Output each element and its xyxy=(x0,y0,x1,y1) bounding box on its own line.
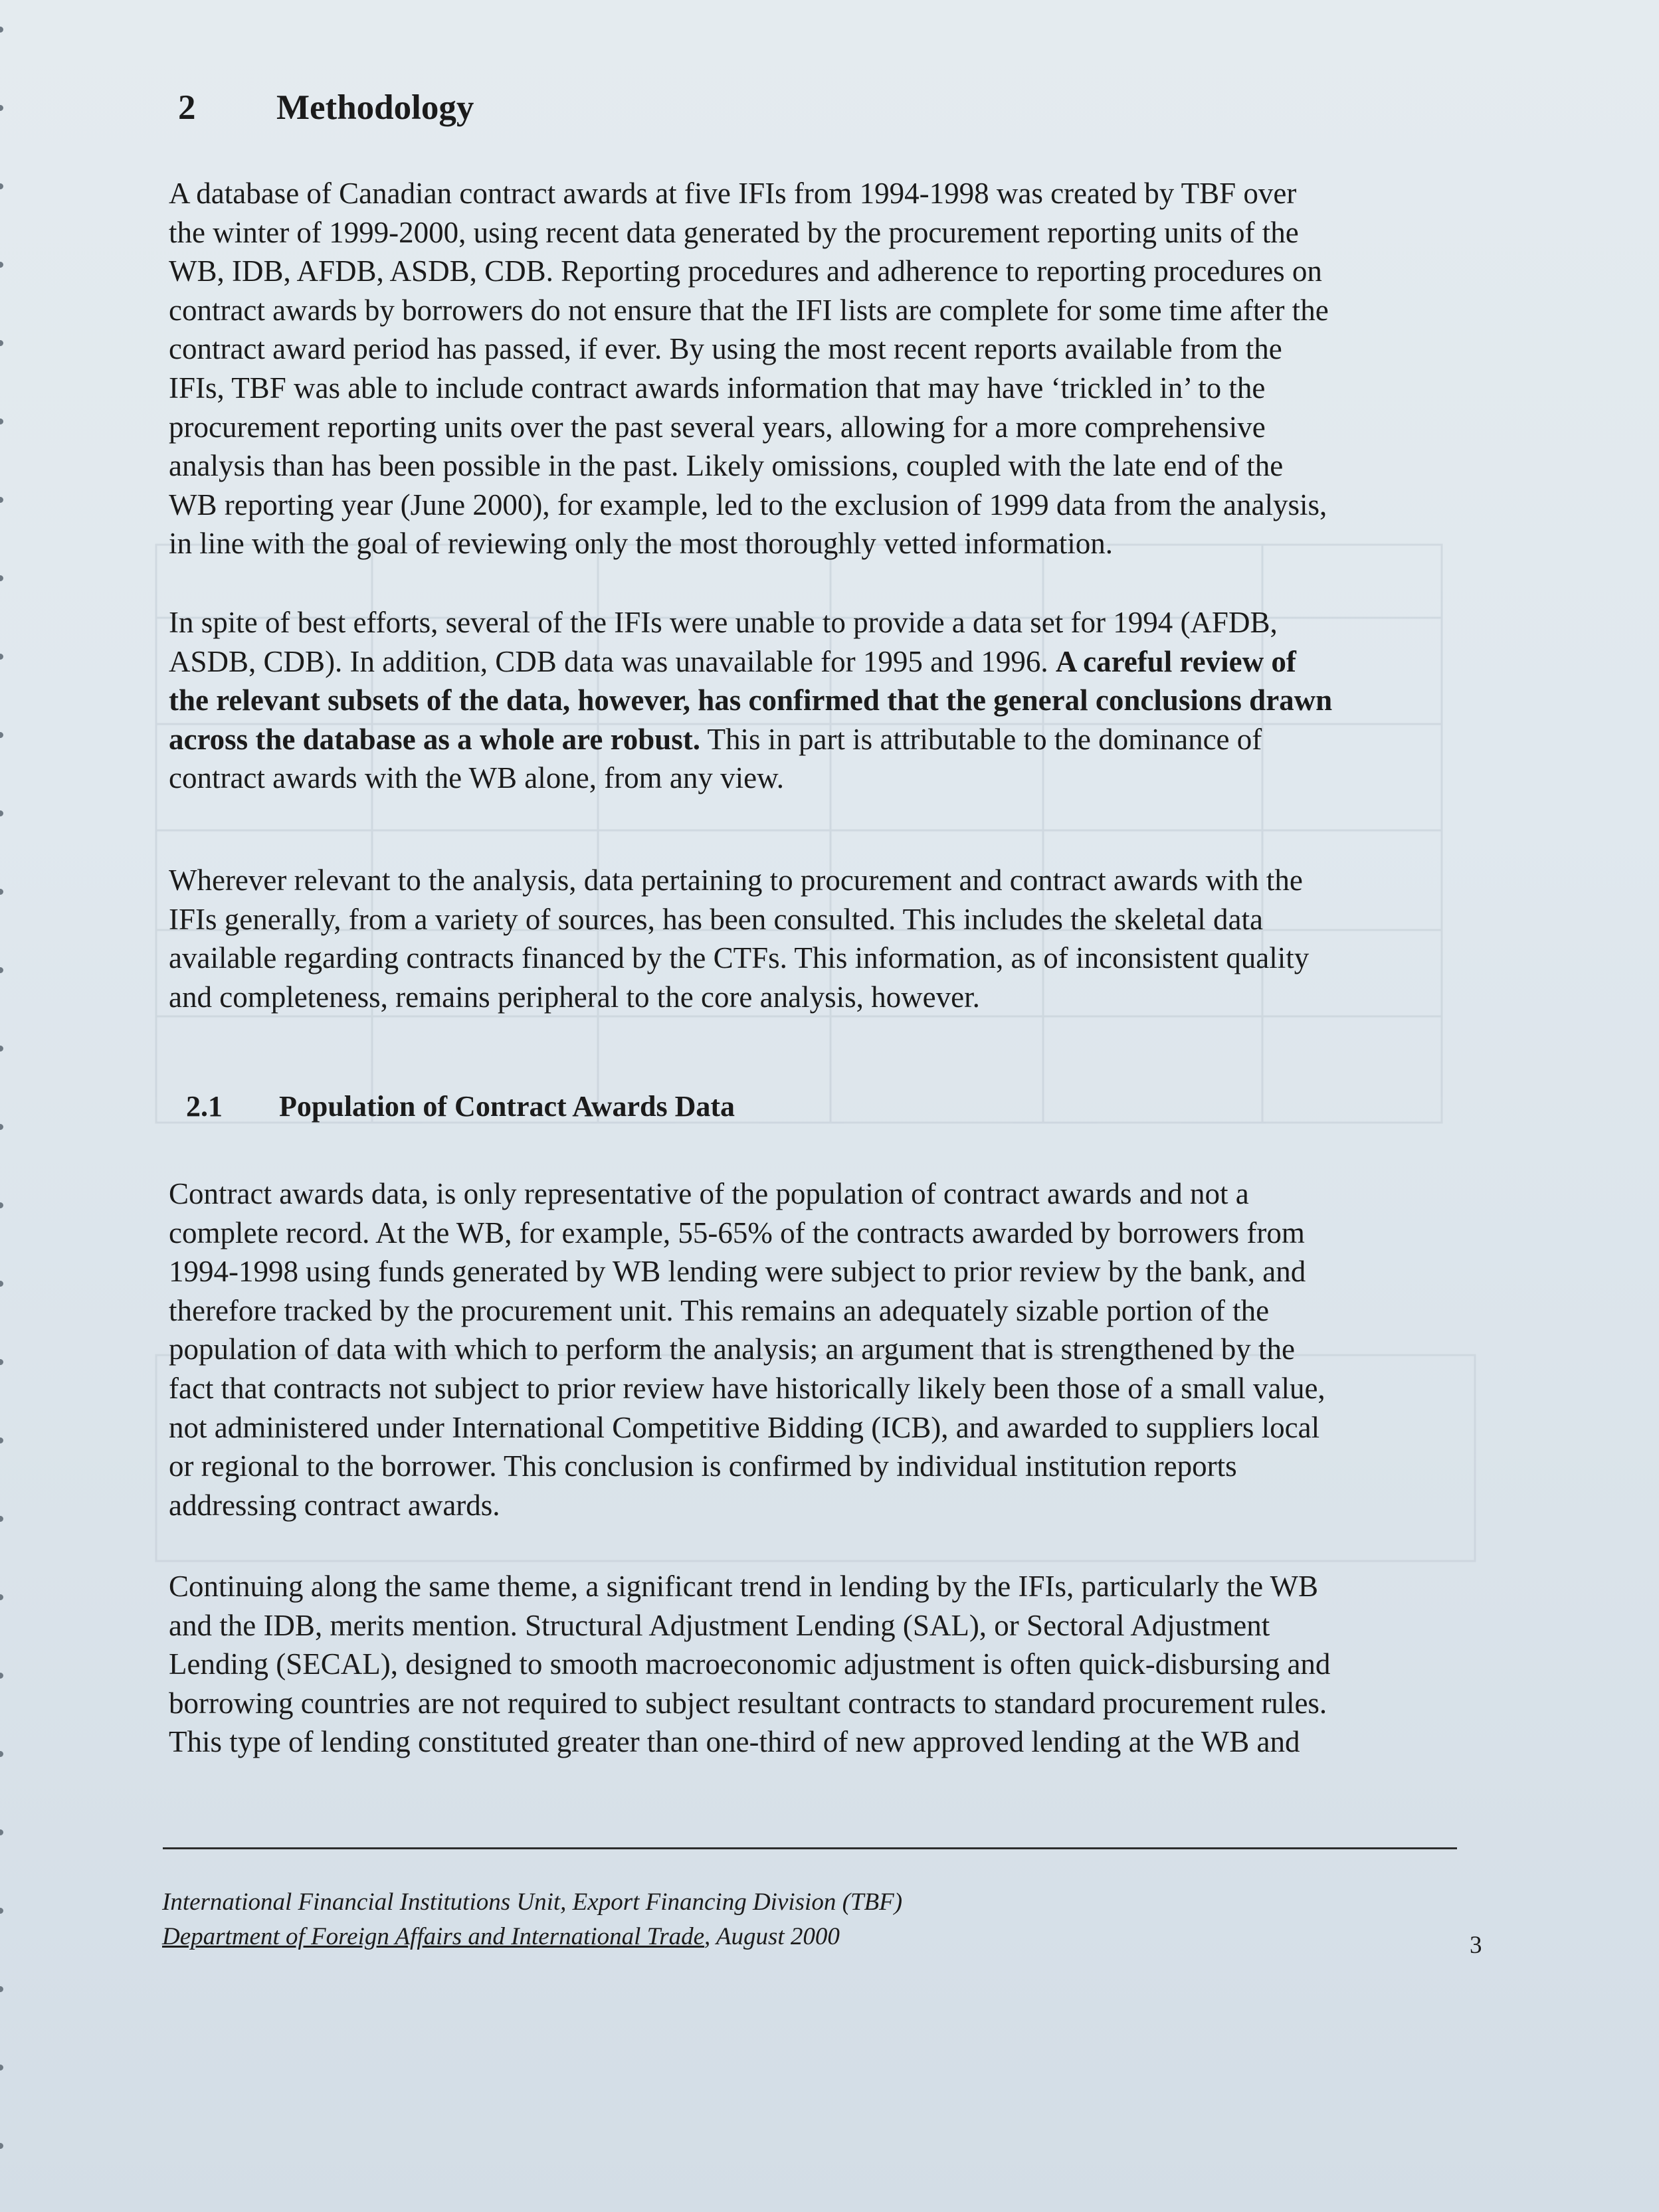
binder-mark xyxy=(0,1829,3,1835)
binder-mark xyxy=(0,262,3,268)
binder-mark xyxy=(0,575,3,581)
text-line: analysis than has been possible in the past. Likely omissions, coupled with the late end of the xyxy=(169,449,1284,483)
footer-date: , August 2000 xyxy=(704,1923,840,1950)
text-line xyxy=(169,681,1498,720)
binder-mark xyxy=(0,1986,3,1992)
page-footer xyxy=(162,1885,902,1954)
section-heading xyxy=(178,88,474,128)
subsection-heading xyxy=(186,1089,735,1123)
text-line: in line with the goal of reviewing only the most thoroughly vetted information. xyxy=(169,527,1113,561)
binder-hole-marks xyxy=(0,0,5,2212)
text-line: A database of Canadian contract awards at five IFIs from 1994-1998 was created by TBF over xyxy=(169,177,1297,210)
page-number: 3 xyxy=(1470,1932,1482,1959)
binder-mark xyxy=(0,497,3,503)
text-line: borrowing countries are not required to subject resultant contracts to standard procurement rules. xyxy=(169,1686,1327,1720)
plain-text: ASDB, CDB). In addition, CDB data was unavailable for 1995 and 1996. xyxy=(169,644,1056,678)
binder-mark xyxy=(0,1516,3,1522)
plain-text: This in part is attributable to the dominance of xyxy=(700,722,1262,756)
binder-mark xyxy=(0,654,3,660)
binder-mark xyxy=(0,340,3,346)
binder-mark xyxy=(0,1359,3,1365)
text-line: or regional to the borrower. This conclusion is confirmed by individual institution reports xyxy=(169,1449,1237,1483)
population-paragraph-2 xyxy=(169,1567,1498,1762)
population-paragraph-1 xyxy=(169,1174,1498,1524)
binder-mark xyxy=(0,732,3,738)
text-line xyxy=(169,642,1498,682)
text-line: This type of lending constituted greater than one-third of new approved lending at the WB and xyxy=(169,1725,1300,1759)
footer-department: Department of Foreign Affairs and International Trade xyxy=(162,1923,705,1950)
text-line: available regarding contracts financed by the CTFs. This information, as of inconsistent quality xyxy=(169,941,1310,975)
binder-mark xyxy=(0,889,3,895)
binder-mark xyxy=(0,1594,3,1600)
text-line: IFIs, TBF was able to include contract awards information that may have ‘trickled in’ to the xyxy=(169,371,1266,405)
text-line: contract award period has passed, if ever. By using the most recent reports available from the xyxy=(169,332,1282,366)
text-line: population of data with which to perform the analysis; an argument that is strengthened by the xyxy=(169,1333,1296,1366)
bold-emphasis: A careful review of xyxy=(1055,644,1296,678)
text-line: procurement reporting units over the past several years, allowing for a more comprehensive xyxy=(169,410,1266,444)
text-line: fact that contracts not subject to prior review have historically likely been those of a small value, xyxy=(169,1371,1325,1405)
section-title: Methodology xyxy=(276,88,474,127)
binder-mark xyxy=(0,1046,3,1052)
text-line: addressing contract awards. xyxy=(169,1488,500,1522)
text-line: Continuing along the same theme, a significant trend in lending by the IFIs, particularly the WB xyxy=(169,1570,1319,1603)
bold-emphasis: across the database as a whole are robust. xyxy=(169,722,701,756)
footer-line-2 xyxy=(162,1920,902,1954)
binder-mark xyxy=(0,1437,3,1443)
text-line xyxy=(169,720,1498,759)
binder-mark xyxy=(0,1908,3,1914)
binder-mark xyxy=(0,418,3,424)
section-number: 2 xyxy=(178,88,196,127)
binder-mark xyxy=(0,2143,3,2149)
footer-line-1: International Financial Institutions Unit, Export Financing Division (TBF) xyxy=(162,1889,903,1916)
bold-emphasis: the relevant subsets of the data, however, has confirmed that the general conclusions drawn xyxy=(169,684,1333,717)
binder-mark xyxy=(0,967,3,973)
text-line: therefore tracked by the procurement unit. This remains an adequately sizable portion of the xyxy=(169,1293,1270,1327)
text-line: Wherever relevant to the analysis, data pertaining to procurement and contract awards with the xyxy=(169,864,1303,897)
binder-mark xyxy=(0,183,3,189)
binder-mark xyxy=(0,1124,3,1130)
binder-mark xyxy=(0,105,3,111)
binder-mark xyxy=(0,27,3,33)
binder-mark xyxy=(0,1673,3,1679)
text-line: not administered under International Competitive Bidding (ICB), and awarded to suppliers local xyxy=(169,1410,1320,1444)
methodology-paragraph-1 xyxy=(169,174,1498,563)
binder-mark xyxy=(0,810,3,816)
text-line: WB, IDB, AFDB, ASDB, CDB. Reporting procedures and adherence to reporting procedures on xyxy=(169,254,1322,288)
text-line: Contract awards data, is only representative of the population of contract awards and not a xyxy=(169,1177,1249,1210)
text-line: the winter of 1999-2000, using recent data generated by the procurement reporting units of the xyxy=(169,215,1299,249)
binder-mark xyxy=(0,1202,3,1208)
text-line: WB reporting year (June 2000), for example, led to the exclusion of 1999 data from the analysis, xyxy=(169,488,1327,521)
binder-mark xyxy=(0,2065,3,2071)
text-line: and completeness, remains peripheral to the core analysis, however. xyxy=(169,980,980,1014)
subsection-title: Population of Contract Awards Data xyxy=(279,1090,735,1123)
text-line: Lending (SECAL), designed to smooth macroeconomic adjustment is often quick-disbursing and xyxy=(169,1647,1331,1681)
methodology-paragraph-2 xyxy=(169,603,1498,798)
text-line: and the IDB, merits mention. Structural Adjustment Lending (SAL), or Sectoral Adjustment xyxy=(169,1608,1270,1642)
binder-mark xyxy=(0,1281,3,1287)
text-line: 1994-1998 using funds generated by WB lending were subject to prior review by the bank, and xyxy=(169,1255,1306,1289)
text-line: complete record. At the WB, for example, 55-65% of the contracts awarded by borrowers from xyxy=(169,1216,1305,1249)
subsection-number: 2.1 xyxy=(186,1090,223,1123)
footer-divider xyxy=(163,1847,1457,1849)
text-line: contract awards with the WB alone, from any view. xyxy=(169,761,784,795)
text-line: IFIs generally, from a variety of sources, has been consulted. This includes the skeletal data xyxy=(169,902,1263,936)
methodology-paragraph-3 xyxy=(169,861,1498,1016)
text-line: contract awards by borrowers do not ensure that the IFI lists are complete for some time after the xyxy=(169,293,1329,327)
text-line: In spite of best efforts, several of the IFIs were unable to provide a data set for 1994 (AFDB, xyxy=(169,606,1278,639)
binder-mark xyxy=(0,1751,3,1757)
